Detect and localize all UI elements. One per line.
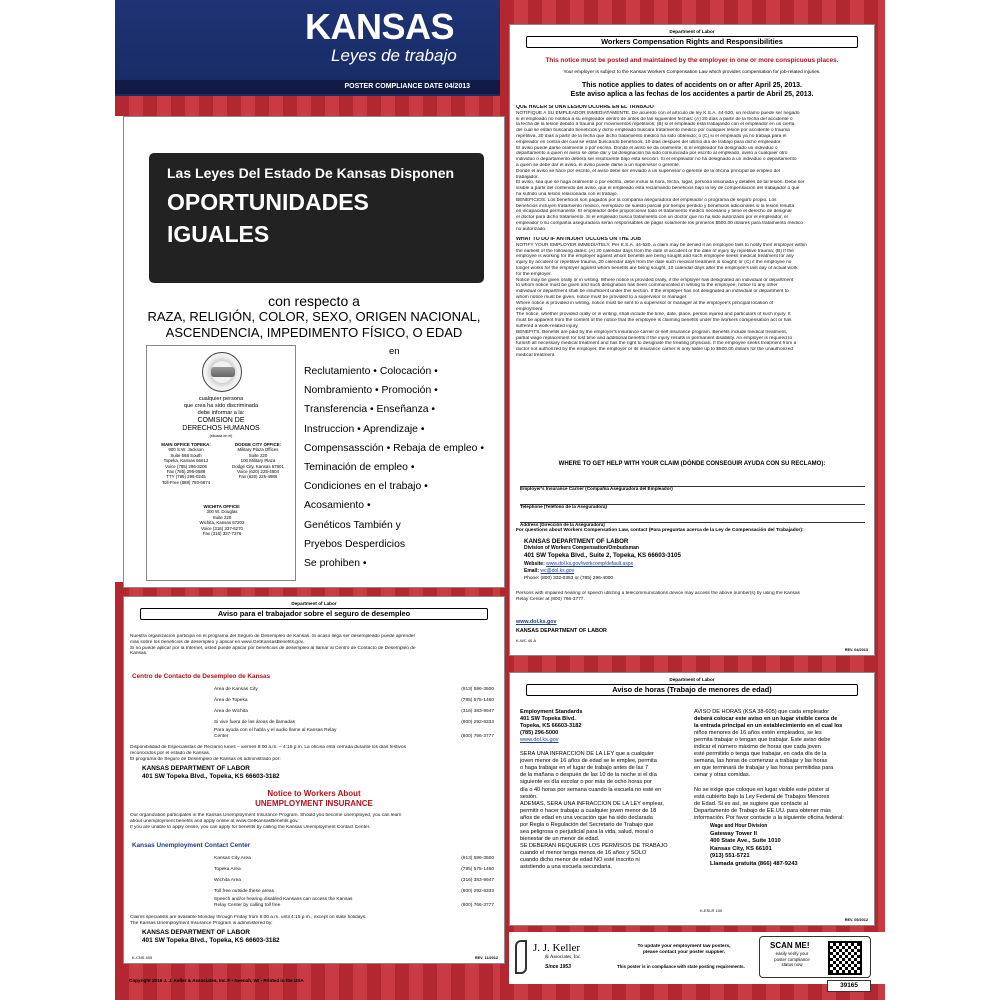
dodge-line: 100 Military Plaza (240, 458, 276, 464)
wc-hearing-line: Relay Center at (800) 766-3777. (516, 596, 585, 602)
wc-es-line: ha sufrido una lesión relacionada con el trabajo. (516, 191, 618, 197)
topeka-line: Fax (785) 296-0589 (166, 469, 206, 475)
ui-en-phone: (800) 292-6333 (461, 889, 494, 894)
ui-en-area-row (214, 875, 494, 886)
wc-form-code: K-WC 40-A (516, 638, 537, 643)
cl-left-line[interactable]: www.dol.ks.gov (520, 737, 559, 744)
cl-left-line: joven menor de 16 años de edad se le emplee, permita (520, 758, 657, 765)
footer-update (619, 944, 749, 956)
wc-es-line: departamento a quien el aviso se debe dar y tal designación ha sido comunicada por escrito al empleado, aviso a cualquier otro (516, 151, 788, 157)
wc-en-line: suffered a work-related injury. (516, 323, 579, 329)
eeo-banner-line3: IGUALES (167, 221, 270, 247)
ui-dept: Department of Labor (291, 601, 337, 606)
workers-comp-panel (509, 24, 875, 656)
wc-email-link[interactable]: wc@dol.ks.gov (540, 568, 575, 574)
wc-es-line: BENEFICIOS. Los beneficios son pagados por la compañía aseguradora del empleador o programa de seguro propio. Los (516, 197, 777, 203)
wc-en-line: longer works for the employer against whom benefits are being sought, 10 calendar days after the employee's last day of actual work (516, 265, 798, 271)
keller-logo-mark-icon (515, 940, 527, 974)
child-labor-panel (509, 672, 875, 926)
ui-es-phone: (785) 575-1460 (461, 698, 494, 703)
wc-email-row (524, 568, 574, 574)
wc-contact (524, 538, 681, 560)
wichita-line: 300 W. Douglas (206, 509, 238, 515)
ui-rev: REV. 11/2012 (474, 956, 498, 960)
cl-left-line: permitir o hacer trabajar a cualquier joven menor de 18 (520, 807, 657, 814)
cl-left-line: por Regla o Regulación del Secretario de Trabajo que (520, 821, 654, 828)
ui-en-phone: (785) 575-1460 (461, 867, 494, 872)
ui-es-area-row (214, 728, 494, 740)
cl-left-line: día o 40 horas por semana cuando la escuela no esté en (520, 786, 662, 793)
ui-en-hours-line: Claims specialists are available Monday through Friday from 8:00 a.m. until 4:15 p.m., except on state holidays. (130, 915, 367, 920)
ui-en-intro-line: If you are unable to apply online, you can apply for benefits by calling the Kansas Unemployment Contact Center. (130, 824, 371, 830)
dodge-office (223, 442, 293, 480)
dodge-line: Dodge City, Kansas 67801 (232, 463, 284, 469)
commission-name: COMISIÓN DE (197, 417, 245, 424)
dodge-line: Military Plaza Offices (237, 447, 279, 453)
topeka-office (151, 442, 221, 485)
ui-en-phone: (913) 596-3500 (461, 856, 494, 861)
footer-compliance-note: This poster is in compliance with state posting requirements. (617, 964, 745, 969)
eeo-list-item: Transferencia • Enseñanza • (304, 404, 436, 416)
commission-line: cualquier persona (198, 396, 244, 402)
ui-en-kdol: KANSAS DEPARTMENT OF LABOR (142, 929, 250, 936)
ui-es-area: Si vive fuera de las áreas de llamadas (214, 720, 296, 725)
wc-website-label: Website: (524, 561, 545, 567)
footer-strip (509, 932, 885, 984)
ui-en-hours-line: The Kansas Unemployment Insurance Program is administered by: (130, 920, 273, 926)
wc-email-label: Email: (524, 568, 540, 574)
topeka-office-title: MAIN OFFICE TOPEKA: (161, 442, 211, 447)
ui-en-area-row (214, 886, 494, 897)
cl-right-line: AVISO DE HORAS (KSA 38-605) que cada empleador (694, 709, 830, 715)
ui-es-hours-line: reconocidos por el estado de Kansas. (130, 750, 211, 756)
keller-logo (515, 938, 605, 978)
wc-es-line: individuo o departamento deberá ser insuficiente bajo esta sección. Si el empleador no ha designado a un individuo o departamento (516, 157, 797, 163)
ui-en-hours (130, 915, 500, 927)
wc-field-phone-label: Telephone (Teléfono de la Aseguradora) (520, 504, 607, 509)
eeo-list-item: Condiciones en el trabajo • (304, 481, 428, 493)
wc-es-line: empleador o su compañía aseguradora serán responsables de pagar solamente los primeros $500.00 dólares para tratamiento médico (516, 220, 803, 226)
ui-en-phone: (800) 766-3777 (461, 903, 494, 908)
wc-en-line: NOTIFY YOUR EMPLOYER IMMEDIATELY. Per K.S.A. 44-520, a claim may be denied if an employee fails to notify their employer within (516, 242, 807, 248)
wc-phone: Phone: (800) 332-0353 or (785) 296-4000 (524, 576, 614, 581)
scan-box[interactable] (759, 936, 871, 978)
wc-es-line: NOTIFIQUE A SU EMPLEADOR INMEDIATAMENTE. De acuerdo con el artículo de ley K.S.A. 44-520, un reclamo puede ser negado (516, 110, 800, 116)
wc-footer-dept: KANSAS DEPARTMENT OF LABOR (516, 628, 607, 634)
wc-es-line: la fecha de la lesión debido a trauma por movimientos repetitivos; (B) si el empleado está trabajando con el empleador en un cierta (516, 122, 795, 128)
ui-es-phone: (316) 383-9947 (461, 709, 494, 714)
wc-subject: Your employer is subject to the Kansas Workers Compensation Law which provides compensation for job-related injuries. (563, 70, 821, 75)
ui-es-area: Área de Kansas City (214, 687, 258, 692)
wc-website-link[interactable]: www.dol.ks.gov/workcomp/default.aspx (546, 561, 634, 567)
footer-update-line: To update your employment law posters, (637, 944, 731, 949)
ui-es-hours-line: Disponibilidad de Especialistas de Reclamo lunes – viernes 8:00 a.m. – 4:15 p.m. La oficina está cerrada durante los días festivos (130, 745, 406, 750)
wc-rev: REV. 04/2013 (844, 648, 868, 652)
header-block (115, 0, 500, 96)
ui-en-title (124, 789, 504, 808)
wc-en-line: whom notice must be given, notice must be provided to a supervisor or manager. (516, 294, 688, 300)
cl-federal-line: Kansas City, KS 66101 (710, 845, 772, 852)
cl-form-code: K-ESLR 100 (700, 908, 723, 913)
state-title: KANSAS (305, 6, 455, 47)
scan-sub-line: poster compliance (774, 956, 810, 962)
wichita-line: Suite 220 (212, 514, 232, 520)
cl-left-line: años de edad en una vocación que ha sido declarada (520, 814, 653, 821)
cl-federal-line: 400 State Ave., Suite 1010 (710, 838, 781, 845)
commission-line: que crea ha sido discriminada (183, 403, 259, 409)
wc-en-line: Notice may be given orally or in writing. Where notice is provided orally, if the employer has designated an individual or department (516, 277, 794, 283)
commission-location-note: (situada en el) (209, 434, 233, 438)
cl-title: Aviso de horas (Trabajo de menores de edad) (526, 684, 858, 696)
eeo-en: en (389, 346, 400, 357)
topeka-line: Voice (785) 296-3206 (165, 463, 207, 469)
scan-sub-line: status now (781, 962, 803, 968)
ui-en-area: Wichita Area (214, 878, 241, 883)
cl-left-line: SE DEBERÁN REQUERIR LOS PERMISOS DE TRABAJO (520, 842, 668, 849)
wc-help-heading: WHERE TO GET HELP WITH YOUR CLAIM (DÓNDE CONSEGUIR AYUDA CON SU RECLAMO): (558, 461, 826, 467)
ui-es-hours (130, 745, 500, 762)
cl-right-col (694, 709, 870, 822)
wc-en-line: medical treatment. (516, 352, 556, 358)
wc-en-heading: WHAT TO DO IF AN INJURY OCCURS ON THE JOB (516, 237, 641, 242)
cl-left-line (520, 744, 690, 751)
cl-left-line: bienestar de un menor de edad. (520, 835, 600, 842)
ui-intro-line: Kansas. (130, 651, 148, 657)
cl-left-line: o haga trabajar en el lugar de trabajo antes de las 7 (520, 765, 649, 772)
ui-en-intro-line: Our organization participates in the Kansas Unemployment Insurance Program. Should you become unemployed, you can learn (130, 813, 402, 818)
ui-en-area: Kansas City Area (214, 856, 251, 861)
ui-es-center: Centro de Contacto de Desempleo de Kansas (132, 673, 271, 680)
topeka-line: Topeka, Kansas 66612 (163, 458, 209, 464)
scan-sub (766, 951, 818, 968)
wc-field-address-label: Address (Dirección de la Aseguradora) (520, 522, 605, 527)
cl-right-line: de Edad. Si es así, se sugiere que contacte al (694, 800, 808, 807)
eeo-categories-1: RAZA, RELIGIÓN, COLOR, SEXO, ORIGEN NACIONAL, (147, 309, 481, 324)
wc-en-line: doctor not authorized by the employer, the employer or its insurance carrier is only liable up to $500.00 dollars for the unauthorized (516, 347, 794, 353)
ui-en-area-row (214, 897, 494, 909)
eeo-list-item: Reclutamiento • Colocación • (304, 366, 438, 377)
cl-left-line: siguiente es día escolar o por más de ocho horas por (520, 779, 652, 786)
cl-right-line: esté permitido o tenga que trabajar, en cada día de la (694, 751, 827, 758)
ui-en-center: Kansas Unemployment Contact Center (132, 842, 251, 849)
ui-header (124, 597, 504, 623)
poster (115, 0, 885, 1000)
ui-en-area-row (214, 853, 494, 864)
ui-es-area-row (214, 695, 494, 706)
copyright: Copyright 2016 J. J. Keller & Associates, Inc.® • Neenah, WI • Printed in the USA (129, 978, 304, 983)
wc-applies-en: This notice applies to dates of accidents on or after April 25, 2013. (582, 82, 802, 89)
cl-right-line: está cubierto bajo la Ley Federal de Trabajos Menores (694, 793, 830, 800)
cl-left-line: Topeka, KS 66603-3182 (520, 723, 582, 730)
cl-right-line: en que terminará de trabajar y las horas permitidas para (694, 765, 834, 772)
ui-es-admin (142, 765, 280, 781)
ui-en-areas (214, 853, 494, 909)
ui-intro-line: Nuestra organización participa en el programa del Seguro de Desempleo de Kansas. Si acaso llega ser desempleado puede aprender (130, 634, 416, 639)
ui-es-areas (214, 684, 494, 740)
ui-es-area: Área de Wichita (214, 709, 248, 714)
cl-federal-line: Llamada gratuita (866) 487-9243 (710, 860, 798, 867)
cl-right-line: cenar y otras comidas. (694, 772, 751, 779)
cl-federal-line: Wage and Hour Division (710, 823, 768, 829)
cl-right-line: permita trabajar o tengan que trabajar. Este aviso debe (694, 737, 831, 744)
wc-en-line: to whom notice must be given and such designation has been communicated in writing to the employee, notice to any other (516, 283, 778, 289)
poster-number: 39165 (827, 980, 871, 992)
wc-field-carrier-label: Employer's Insurance Carrier (Compañía Aseguradora del Empleador) (520, 486, 673, 491)
scan-title: SCAN ME! (770, 941, 810, 950)
wc-es-line: visible a partir del contenido del aviso, que el empleado está reclamando beneficios bajo la ley de compensación del trabajador o que (516, 186, 800, 192)
dodge-line: Suite 220 (248, 452, 268, 458)
ui-es-area-row (214, 706, 494, 717)
eeo-list-item: Se prohiben • (304, 558, 367, 570)
eeo-banner (149, 153, 484, 283)
wichita-line: Voice (316) 337-6270 (201, 525, 243, 531)
eeo-list-item: Compensassción • Rebaja de empleo • (304, 442, 484, 454)
wc-en-line: must be apparent from the content of the notice that the employee is claiming benefits under the workers compensation act or has (516, 318, 792, 324)
ui-title: Aviso para el trabajador sobre el seguro de desempleo (140, 608, 488, 620)
stripe-left-top (115, 96, 500, 116)
cl-dept: Department of Labor (669, 677, 715, 682)
cl-rev: REV. 05/2012 (844, 918, 868, 922)
wc-contact-line: 401 SW Topeka Blvd., Suite 2, Topeka, KS 66603-3105 (524, 552, 681, 560)
wc-en-line: BENEFITS. Benefits are paid by the employer's insurance carrier or self insurance program. Benefits include medical treatment, (516, 329, 787, 335)
keller-since: Since 1953 (545, 964, 571, 970)
wc-en-line: The notice, whether provided orally or in writing, shall include the time, date, place, person injured and particulars of such injury. It (516, 312, 791, 318)
wc-website-row (524, 561, 633, 567)
wc-title: Workers Compensation Rights and Responsibilities (526, 36, 858, 48)
wc-questions: For questions about Workers Compensation Law, contact (Para preguntas acerca de la Ley de Compensación del Trabajador): (516, 528, 804, 533)
wc-spanish-section (516, 105, 870, 233)
footer-update-line: please contact your poster supplier. (642, 950, 726, 955)
wc-es-line: no autorizado. (516, 226, 547, 232)
ui-es-area-row (214, 717, 494, 728)
unemployment-panel (123, 596, 505, 964)
wc-es-heading: QUE HACER SI UNA LESIÓN OCURRE EN EL TRABAJO (516, 105, 654, 110)
wc-en-line: individual or department shall be insufficient under this section. If the employer has not designated an individual or department to (516, 289, 789, 295)
eeo-list-item: Genéticos También y (304, 519, 401, 531)
commission-name: DERECHOS HUMANOS (182, 425, 260, 432)
wc-contact-line: Division of Workers Compensation/Ombudsman (524, 545, 639, 552)
state-subtitle: Leyes de trabajo (331, 46, 457, 65)
topeka-line: Toll-Free (888) 793-6874 (161, 479, 211, 485)
ui-es-phone: (800) 766-3777 (461, 734, 494, 739)
cl-left-line: 401 SW Topeka Blvd. (520, 716, 576, 723)
topeka-line: TTY (785) 296-0245 (166, 474, 206, 480)
wc-en-line: employee is working for the employer against whom benefits are being sought and such employee seeks medical treatment for any (516, 254, 794, 260)
wichita-line: Wichita, Kansas 67202 (199, 520, 245, 526)
cl-left-line: ADEMÁS, SERÁ UNA INFRACCIÓN DE LA LEY emplear, (520, 800, 664, 807)
wc-es-line: Donde el aviso se hace por escrito, el aviso debe ser enviado a un supervisor o gerente de la oficina principal de empleo del (516, 168, 780, 174)
cl-federal-line: (913) 551-5721 (710, 853, 750, 860)
ui-es-area-row (214, 684, 494, 695)
dodge-line: Voice (620) 225-4804 (237, 469, 279, 475)
cl-header (510, 673, 874, 699)
wc-es-line: del cual se están buscando beneficios y dicho empleado buscara tratamiento médico por cualquier lesión por accidente o trauma (516, 128, 790, 134)
cl-left-line: Employment Standards (520, 709, 583, 715)
cl-right-line: indicar el número máximo de horas que cada joven (694, 744, 821, 751)
cl-federal-line: Gateway Tower II (710, 830, 757, 837)
eeo-banner-line2: OPORTUNIDADES (167, 189, 369, 215)
wc-es-line: el doctor para dicho tratamiento. Si el empleado busca tratamiento con un doctor que no ha sido autorizado por el empleador, el (516, 215, 788, 221)
cl-left-line: (785) 296-5000 (520, 730, 559, 737)
ui-form-code: K-CNS 405 (132, 955, 153, 960)
cl-right-line: Departamento de Trabajo de EE.UU. para obtener más (694, 807, 831, 814)
cl-left-line: cuando dicho menor de edad NO esté inscrito ni (520, 856, 640, 863)
eeo-categories-2: ASCENDENCIA, IMPEDIMENTO FÍSICO, O EDAD (165, 325, 463, 340)
ui-en-phone: (316) 383-9947 (461, 878, 494, 883)
wichita-line: Fax (316) 337-7376 (202, 531, 242, 537)
wichita-office (187, 504, 257, 536)
cl-right-line: niños menores de 16 años estén empleados, se les (694, 730, 822, 737)
wc-hearing (516, 591, 870, 603)
ui-es-area: Área de Topeka (214, 698, 248, 703)
ui-en-title-1: Notice to Workers About (267, 789, 361, 798)
wc-en-line: Where notice is provided in writing, notice must be sent to a supervisor or manager at the employee's principal location of (516, 300, 774, 306)
ui-en-admin (142, 929, 280, 945)
cl-federal (710, 823, 798, 869)
ui-intro-line: más sobre los beneficios de desempleo y aplicar en www.GetKansasBenefits.gov. (130, 639, 305, 645)
eeo-list-item: Acosamiento • (304, 500, 371, 512)
wc-es-line: trabajador. (516, 174, 539, 180)
compliance-bar (115, 80, 500, 94)
wichita-office-title: WICHITA OFFICE: (203, 504, 241, 509)
topeka-line: Suite 568 South (170, 452, 202, 458)
commission-box (146, 345, 296, 581)
cl-right-line: deberá colocar este aviso en un lugar visible cerca de (694, 716, 838, 723)
wc-es-line: El aviso puede darse oralmente o por escrito. Donde el aviso se da oralmente, si el empleador ha designado un individuo o (516, 145, 778, 151)
wc-dept: Department of Labor (669, 29, 715, 34)
ui-es-kdol: KANSAS DEPARTMENT OF LABOR (142, 765, 250, 772)
ui-en-title-2: UNEMPLOYMENT INSURANCE (255, 798, 373, 808)
keller-brand: J. J. Keller (533, 942, 581, 954)
cl-right-line (694, 779, 870, 786)
ui-es-phone: (800) 292-6333 (461, 720, 494, 725)
wc-es-line: repetitiva, 20 días a partir de la fecha que dicho tratamiento médico ha sido obtenido; o (C) si el empleado ya no trabaja para el (516, 133, 787, 139)
wc-field-carrier[interactable] (520, 477, 865, 491)
topeka-line: 900 S.W. Jackson (168, 447, 204, 453)
wc-es-line: El aviso, sea que se haga oralmente o por escrito, debe incluir la hora, fecha, lugar, persona lesionada y detalles de tal lesión. Debe ser (516, 180, 805, 186)
kansas-seal-icon (202, 352, 242, 392)
qr-code-icon[interactable] (828, 941, 862, 975)
wc-en-line: the earliest of the following dates: (A) 20 calendar days from the date of accident or the date of injury by repetitive trauma; (B) If the (516, 248, 794, 254)
eeo-list-item: Teminación de empleo • (304, 462, 415, 474)
ui-es-phone: (913) 596-3500 (461, 687, 494, 692)
wc-footer-url[interactable]: www.dol.ks.gov (516, 619, 557, 625)
cl-left-line: asistiendo a una escuela secundaria. (520, 864, 613, 871)
cl-right-line: semana, las horas de comenzar a trabajar y las horas (694, 758, 828, 765)
ui-en-address: 401 SW Topeka Blvd., Topeka, KS 66603-3182 (142, 937, 280, 944)
wc-header (510, 25, 874, 51)
eeo-respect: con respecto a (268, 293, 360, 309)
cl-right-line: la entrada principal en un establecimiento en el cual los (694, 723, 843, 730)
cl-left-line: de la mañana o después de las 10 de la noche si el día (520, 772, 657, 779)
wc-es-line: si el empleado no notifica a su empleador dentro de antes de las siguientes fechas: (A) 20 días a partir de la fecha del accidente o (516, 116, 793, 122)
wc-en-line: furnish all necessary medical treatment and has the right to designate the treating physician. If the employee seeks treatment from a (516, 341, 797, 347)
cl-right-line: No se exige que coloque en lugar visible este póster si (694, 786, 830, 793)
wc-hearing-line: Persons with impaired hearing or speech utilizing a telecommunications device may access the above number(s) by using the Kansas (516, 591, 800, 596)
cl-left-line: sea peligrosa o perjudicial para la vida, salud, moral o (520, 828, 654, 835)
wc-field-phone[interactable] (520, 495, 865, 509)
eeo-panel (123, 116, 505, 588)
dodge-line: Fax (620) 225-4986 (238, 474, 278, 480)
cl-left-line: sesión. (520, 793, 538, 800)
ui-es-area: Para ayuda con el habla y el audio llame al Kansas Relay Center (214, 728, 337, 739)
eeo-list-item: Instruccion • Aprendizaje • (304, 423, 425, 435)
wc-notice: This notice must be posted and maintained by the employer in one or more conspicuous places. (545, 57, 839, 64)
ui-es-address: 401 SW Topeka Blvd., Topeka, KS 66603-3182 (142, 773, 280, 780)
ui-es-hours-line: El programa de Seguro de Desempleo de Kansas es administrado por: (130, 756, 281, 762)
wc-en-line: for the employer. (516, 271, 552, 277)
wc-en-line: employment. (516, 306, 544, 312)
commission-lines (147, 396, 295, 440)
commission-line: debe informar a la: (197, 410, 245, 416)
ui-en-area: Topeka Area (214, 867, 241, 872)
eeo-list (304, 362, 504, 573)
wc-applies-es: Este aviso aplica a las fechas de los accidentes a partir de Abril 25, 2013. (570, 91, 814, 98)
cl-left-line: cuando el menor tenga menos de 16 años y SOLO (520, 849, 647, 856)
cl-left-col (520, 709, 690, 871)
ui-intro-line: Si no puede aplicar por la Internet, usted puede aplicar por beneficios de desempleo al llamar al Centro de Contacto de Desempleo de (130, 645, 416, 651)
wc-es-line: beneficios incluyen tratamiento médico, reemplazo de sueldo parcial por tiempo perdido y beneficios adicionales si la lesión resulta (516, 203, 795, 209)
eeo-list-item: Pryebos Desperdicios (304, 538, 406, 550)
wc-contact-line: KANSAS DEPARTMENT OF LABOR (524, 538, 629, 545)
wc-en-line: partial wage replacement for lost time and additional benefits if the injury results in permanent disability. An employer is required to (516, 335, 793, 341)
ui-en-area-row (214, 864, 494, 875)
wc-field-address[interactable] (520, 513, 865, 527)
scan-sub-line: easily verify your (775, 951, 809, 956)
keller-brand-sub: & Associates, Inc. (545, 955, 582, 960)
ui-en-area: Toll free outside these areas (214, 889, 274, 894)
cl-left-line: SERÁ UNA INFRACCIÓN DE LA LEY que a cualquier (520, 751, 654, 758)
ui-intro (130, 634, 500, 657)
dodge-office-title: DODGE CITY OFFICE: (234, 442, 282, 447)
eeo-list-item: Nombramiento • Promoción • (304, 385, 438, 397)
cl-right-line: información. Por favor contacte a la siguiente oficina federal: (694, 814, 844, 821)
wc-english-section (516, 237, 870, 359)
ui-en-intro-line: about unemployment benefits and apply online at www.GetKansasBenefits.gov. (130, 818, 299, 824)
wc-es-line: a quien se debe dar el aviso, el aviso puede darse a un supervisor o gerente. (516, 162, 681, 168)
wc-es-line: empleador en contra del cual se están buscando beneficios, 10 días después del último día de trabajo para dicho empleador. (516, 139, 782, 145)
ui-en-area: Speech and/or hearing disabled Kansans can access the Kansas Relay Center by calling toll free (214, 897, 353, 908)
eeo-banner-line1: Las Leyes Del Estado De Kansas Disponen (167, 165, 455, 181)
wc-es-line: en incapacidad permanente. El empleador debe proporcionar todo el tratamiento médico necesario y tiene el derecho de designar (516, 209, 792, 215)
ui-en-intro (130, 813, 500, 830)
compliance-date: POSTER COMPLIANCE DATE 04/2013 (344, 83, 470, 90)
wc-en-line: injury by accident or repetitive trauma, 20 calendar days from the date such medical treatment is sought; or (C) if the employee no (516, 260, 792, 266)
